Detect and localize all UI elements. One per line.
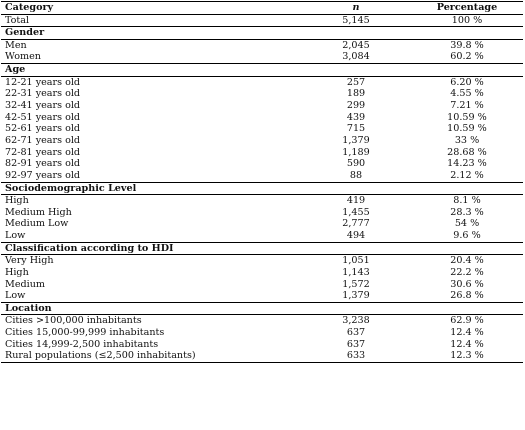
row-n: 715 xyxy=(346,123,366,135)
row-n: 3,084 xyxy=(342,51,370,63)
row-n: 2,777 xyxy=(342,218,370,230)
row-percentage: 7.21 % xyxy=(450,99,484,111)
header-category: Category xyxy=(1,2,301,15)
table-row xyxy=(1,170,523,182)
row-n: 637 xyxy=(346,338,366,350)
table-row xyxy=(1,218,523,230)
table-row xyxy=(1,267,523,279)
row-n: 637 xyxy=(346,327,366,339)
table-row xyxy=(1,315,523,327)
section-title: Location xyxy=(1,302,523,315)
total-row xyxy=(1,14,523,27)
table-row xyxy=(1,195,523,207)
row-percentage: 8.1 % xyxy=(453,195,481,207)
row-label: 42-51 years old xyxy=(5,111,81,123)
table-row xyxy=(1,158,523,170)
row-label: Very High xyxy=(5,255,54,267)
row-percentage: 14.23 % xyxy=(447,158,487,170)
row-percentage: 28.68 % xyxy=(447,146,487,158)
table-row xyxy=(1,112,523,124)
table-row xyxy=(1,147,523,159)
row-n: 590 xyxy=(346,158,366,170)
row-label: Cities >100,000 inhabitants xyxy=(5,315,142,327)
section-title: Age xyxy=(1,63,523,76)
row-percentage: 62.9 % xyxy=(450,315,484,327)
section-header-row xyxy=(1,182,523,195)
row-label: Low xyxy=(5,230,26,242)
row-n: 1,572 xyxy=(342,278,370,290)
table-header-row xyxy=(1,2,523,15)
section-title: Gender xyxy=(1,27,523,40)
row-label: Total xyxy=(5,14,30,26)
row-percentage: 22.2 % xyxy=(450,266,484,278)
row-label: Low xyxy=(5,290,26,302)
section-title: Classification according to HDI xyxy=(1,242,523,255)
row-label: 22-31 years old xyxy=(5,88,81,100)
row-label: Medium High xyxy=(5,206,72,218)
row-n: 257 xyxy=(346,76,366,88)
row-n: 494 xyxy=(346,230,366,242)
demographics-table xyxy=(1,1,523,363)
row-percentage: 100 % xyxy=(451,14,483,26)
row-percentage: 39.8 % xyxy=(450,39,484,51)
row-n: 1,051 xyxy=(342,255,370,267)
table-row xyxy=(1,230,523,242)
row-percentage: 30.6 % xyxy=(450,278,484,290)
section-header-row xyxy=(1,302,523,315)
row-percentage: 6.20 % xyxy=(450,76,484,88)
table-row xyxy=(1,255,523,267)
section-header-row xyxy=(1,63,523,76)
table-row xyxy=(1,123,523,135)
row-n: 3,238 xyxy=(342,315,370,327)
table-body xyxy=(1,14,523,362)
row-percentage: 33 % xyxy=(454,134,480,146)
section-title: Sociodemographic Level xyxy=(1,182,523,195)
table-row xyxy=(1,51,523,63)
row-label: High xyxy=(5,266,29,278)
table-row xyxy=(1,339,523,351)
row-percentage: 20.4 % xyxy=(450,255,484,267)
row-label: Women xyxy=(5,51,41,63)
row-percentage: 10.59 % xyxy=(447,123,487,135)
row-n: 633 xyxy=(301,350,411,362)
row-n: 1,189 xyxy=(342,146,370,158)
row-n: 189 xyxy=(346,88,366,100)
row-label: Medium xyxy=(5,278,45,290)
row-label: 82-91 years old xyxy=(5,158,81,170)
table-row xyxy=(1,290,523,302)
row-percentage: 28.3 % xyxy=(450,206,484,218)
table-row xyxy=(1,207,523,219)
row-label: 92-97 years old xyxy=(5,169,81,181)
row-label: Cities 14,999-2,500 inhabitants xyxy=(5,338,159,350)
row-n: 299 xyxy=(346,99,366,111)
row-percentage: 12.4 % xyxy=(450,338,484,350)
section-header-row xyxy=(1,242,523,255)
row-label: 52-61 years old xyxy=(5,123,81,135)
table-row xyxy=(1,327,523,339)
row-label: Cities 15,000-99,999 inhabitants xyxy=(5,327,165,339)
table-row xyxy=(1,76,523,88)
row-label: 32-41 years old xyxy=(5,99,81,111)
section-header-row xyxy=(1,27,523,40)
row-n: 1,455 xyxy=(342,206,370,218)
row-percentage: 60.2 % xyxy=(450,51,484,63)
row-label: 12-21 years old xyxy=(5,76,81,88)
row-percentage: 12.3 % xyxy=(411,350,523,362)
row-n: 439 xyxy=(346,111,366,123)
row-label: 62-71 years old xyxy=(5,134,81,146)
row-n: 1,379 xyxy=(342,134,370,146)
table-row xyxy=(1,350,523,362)
table-row xyxy=(1,135,523,147)
row-n: 1,379 xyxy=(342,290,370,302)
table-row xyxy=(1,88,523,100)
row-percentage: 26.8 % xyxy=(450,290,484,302)
row-label: 72-81 years old xyxy=(5,146,81,158)
row-percentage: 4.55 % xyxy=(450,88,484,100)
row-n: 88 xyxy=(349,169,363,181)
row-percentage: 9.6 % xyxy=(453,230,481,242)
table-row xyxy=(1,100,523,112)
row-percentage: 10.59 % xyxy=(447,111,487,123)
row-percentage: 2.12 % xyxy=(450,169,484,181)
table-row xyxy=(1,279,523,291)
header-n: n xyxy=(301,2,411,15)
row-label: Medium Low xyxy=(5,218,69,230)
table-row xyxy=(1,39,523,51)
row-n: 5,145 xyxy=(342,14,370,26)
row-n: 1,143 xyxy=(342,266,370,278)
row-percentage: 54 % xyxy=(454,218,480,230)
row-n: 2,045 xyxy=(342,39,370,51)
row-label: High xyxy=(5,195,29,207)
row-label: Men xyxy=(5,39,27,51)
row-n: 419 xyxy=(346,195,366,207)
row-label: Rural populations (≤2,500 inhabitants) xyxy=(1,350,301,362)
header-percentage: Percentage xyxy=(411,2,523,15)
row-percentage: 12.4 % xyxy=(450,327,484,339)
demographics-table-container xyxy=(1,1,523,363)
